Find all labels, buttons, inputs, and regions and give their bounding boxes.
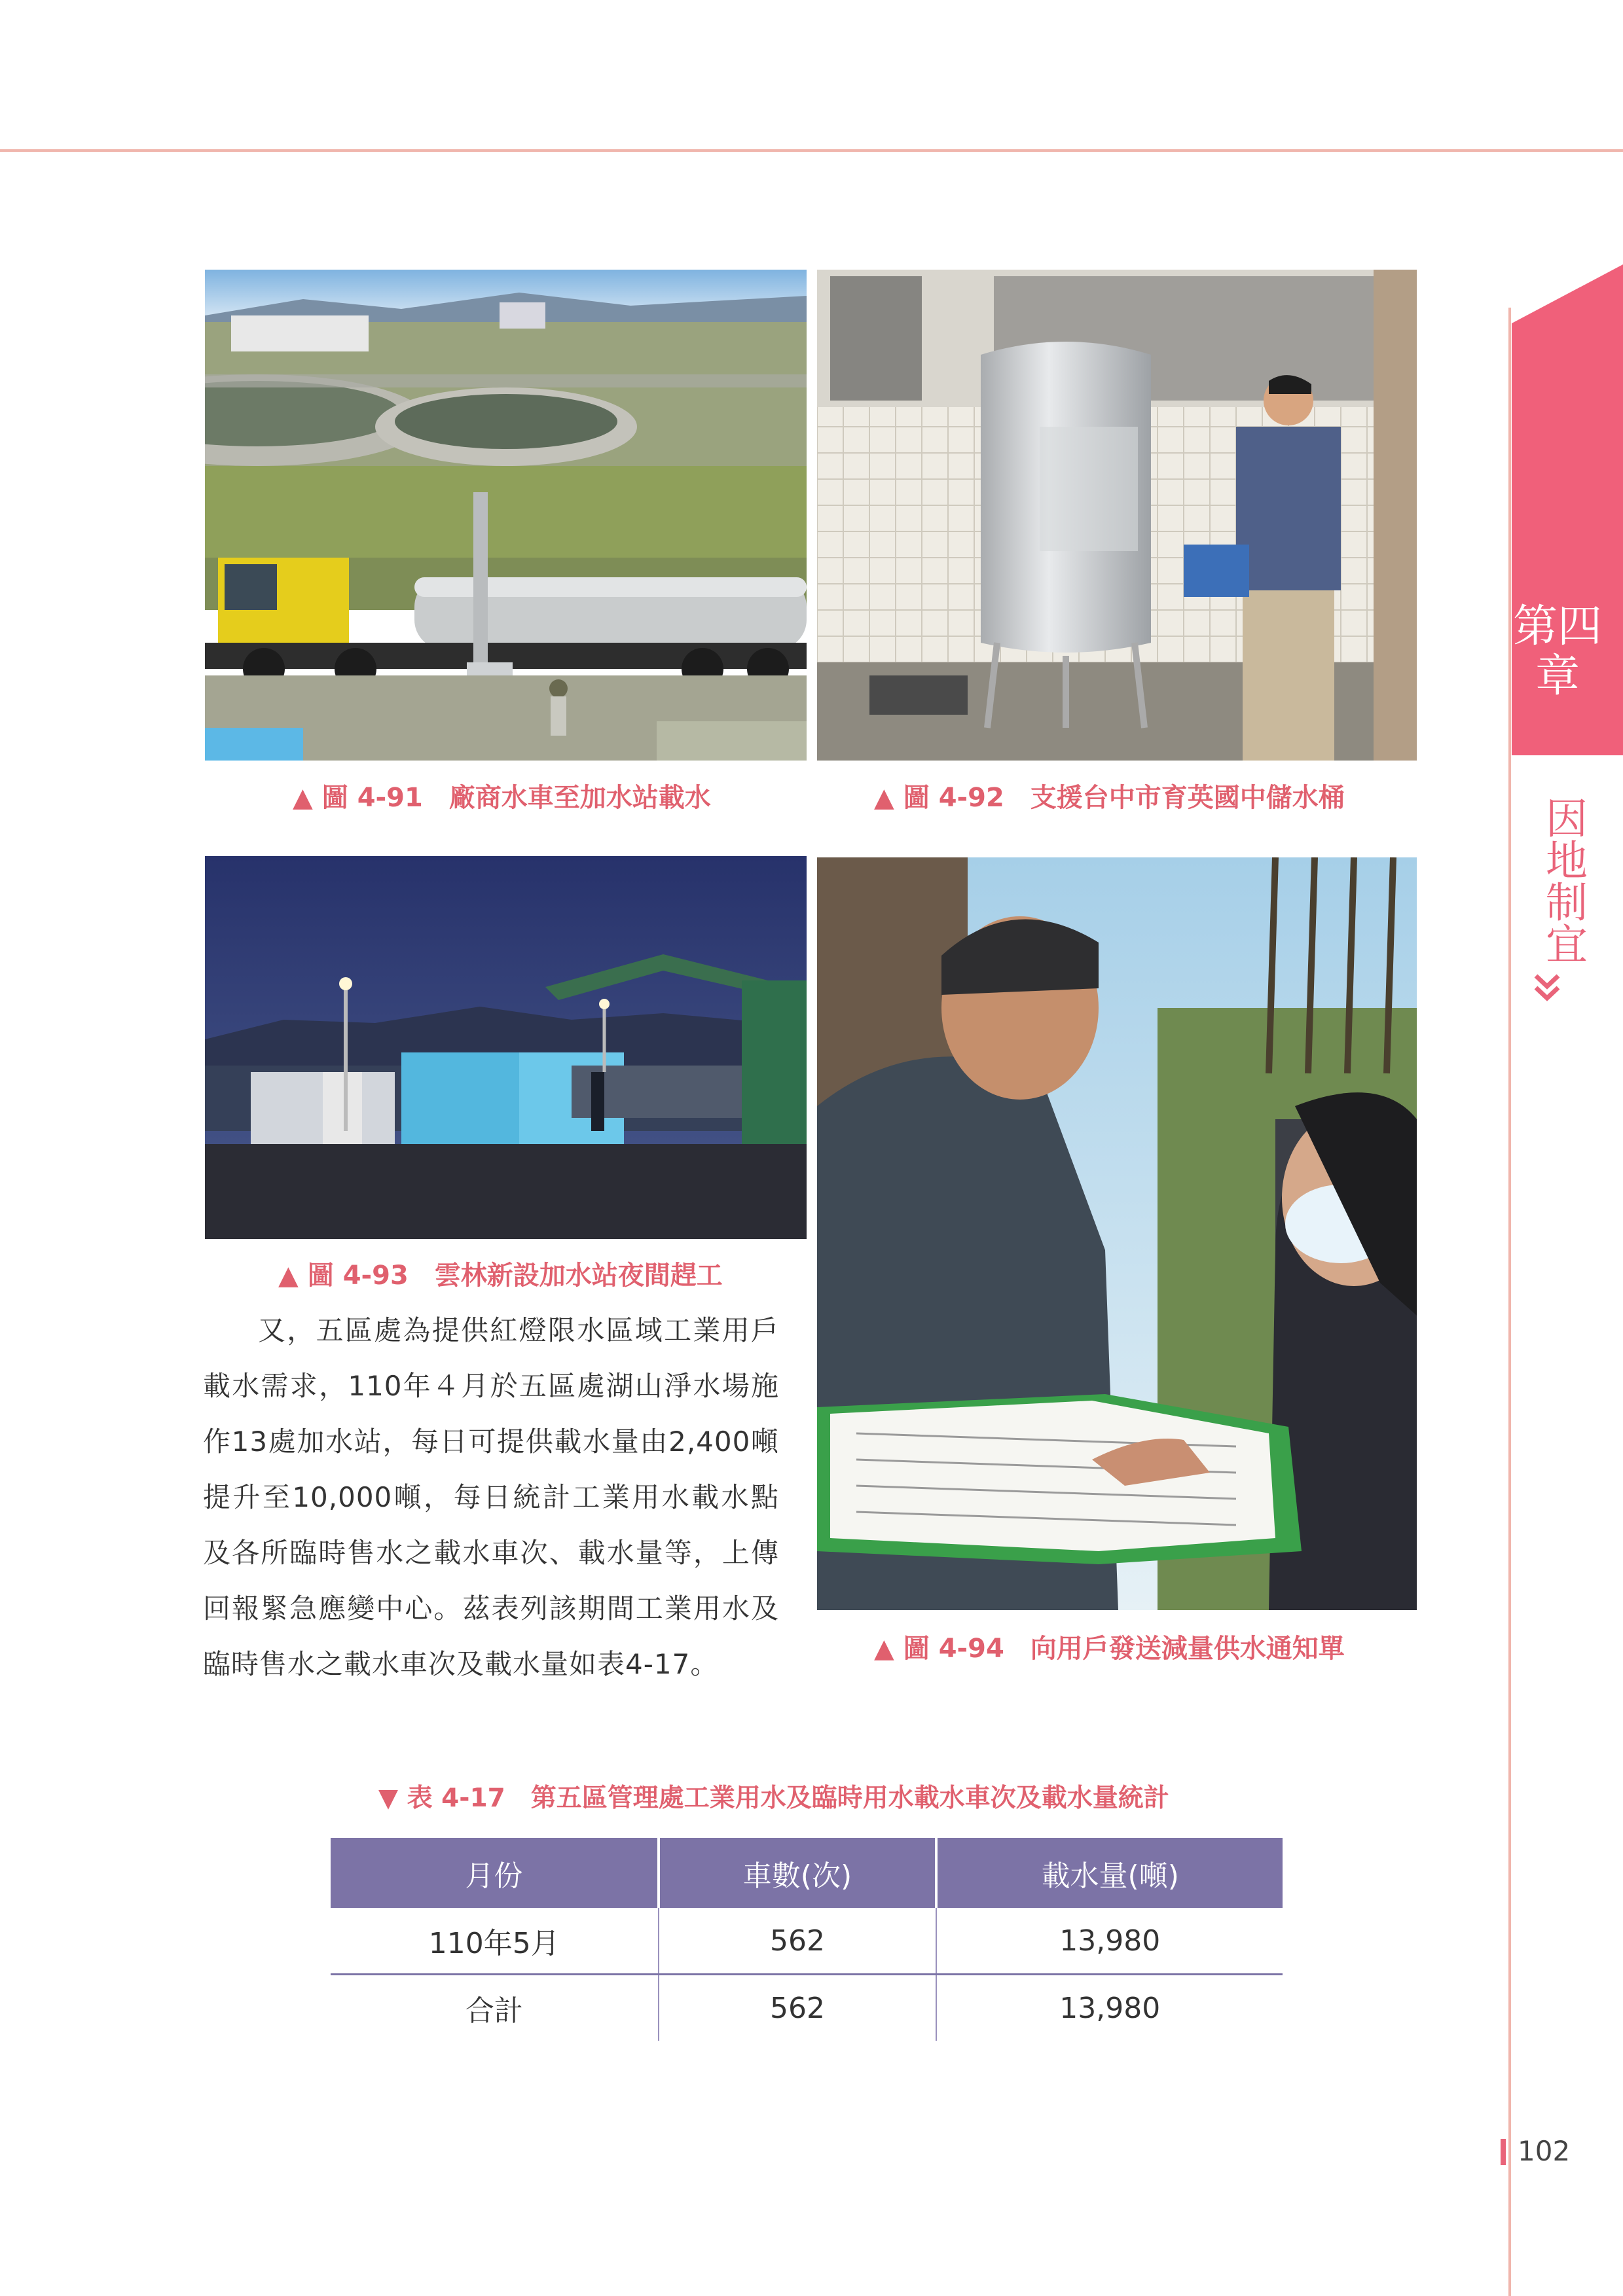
caption-text: 圖 4-91 廠商水車至加水站載水	[321, 783, 711, 813]
double-chevron-down-icon	[1531, 972, 1563, 1005]
triangle-down-icon: ▼	[378, 1784, 398, 1813]
page-number-marker	[1501, 2139, 1506, 2165]
statistics-table	[331, 1838, 1283, 2041]
chapter-label: 第四章	[1512, 601, 1602, 702]
table-row-total	[331, 1975, 1283, 2041]
top-rule	[0, 149, 1623, 152]
table-header-row	[331, 1838, 1283, 1908]
caption-text: 圖 4-94 向用戶發送減量供水通知單	[903, 1634, 1345, 1664]
caption-text: 圖 4-92 支援台中市育英國中儲水桶	[903, 783, 1345, 813]
photo-water-plant-tanker	[205, 270, 807, 761]
caption-text: 圖 4-93 雲林新設加水站夜間趕工	[307, 1261, 723, 1291]
table-cell: 110年5月	[331, 1908, 659, 1975]
column-header-month: 月份	[331, 1838, 659, 1908]
page-number: 102	[1518, 2135, 1571, 2167]
triangle-up-icon: ▲	[278, 1261, 299, 1291]
table-cell: 13,980	[936, 1975, 1283, 2041]
body-paragraph: 又，五區處為提供紅燈限水區域工業用戶載水需求，110年４月於五區處湖山淨水場施作13處加水站，每日可提供載水量由2,400噸提升至10,000噸，每日統計工業用水載水點及各所臨時售水之載水車次、載水量等，上傳回報緊急應變中心。茲表列該期間工業用水及臨時售水之載水車次及載水量如表4-17。	[203, 1314, 779, 1680]
column-header-volume: 載水量(噸)	[936, 1838, 1283, 1908]
figure-caption-4-94	[874, 1628, 1345, 1665]
table-caption	[378, 1778, 1169, 1814]
column-header-trips: 車數(次)	[659, 1838, 937, 1908]
triangle-up-icon: ▲	[874, 1634, 894, 1664]
table-cell: 562	[659, 1908, 937, 1975]
chapter-title: 因地制宜	[1539, 797, 1587, 964]
table-caption-text: 表 4-17 第五區管理處工業用水及臨時用水載水車次及載水量統計	[407, 1784, 1169, 1813]
table-cell: 合計	[465, 1994, 523, 2028]
figure-caption-4-91	[293, 777, 711, 814]
photo-water-storage-tank	[817, 270, 1417, 761]
figure-caption-4-92	[874, 777, 1345, 814]
side-rule	[1508, 308, 1511, 2296]
triangle-up-icon: ▲	[293, 783, 313, 813]
table-row	[331, 1908, 1283, 1975]
photo-night-construction	[205, 856, 807, 1239]
table-cell: 13,980	[936, 1908, 1283, 1975]
triangle-up-icon: ▲	[874, 783, 894, 813]
figure-caption-4-93	[278, 1255, 723, 1292]
photo-notice-delivery	[817, 857, 1417, 1610]
table-cell: 562	[659, 1975, 937, 2041]
